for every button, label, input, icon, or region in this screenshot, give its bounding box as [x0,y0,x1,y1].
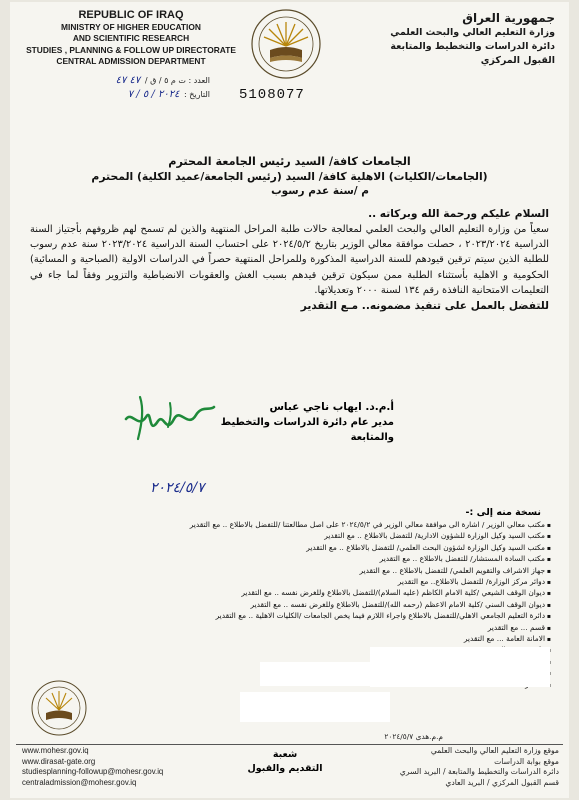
addressee-line-1: الجامعات كافة/ السيد رئيس الجامعة المحترم [168,155,411,168]
list-item: ▪ مكتب السيد وكيل الوزارة لشؤون البحث العلمي/ للتفضل بالاطلاع .. مع التقدير [81,543,551,554]
signatory-name: أ.م.د. ايهاب ناجي عباس [269,401,394,413]
document-page [10,2,569,798]
footer-english [22,746,163,788]
list-item: ▪ دائرة التعليم الجامعي الاهلي/للتفضل بالاطلاع واجراء اللازم فيما يخص الجامعات /الكليات الاهلية .. مع التقدير [81,611,551,622]
copies-heading: نسخة منه إلى :- [465,507,541,518]
greeting: السلام عليكم ورحمة الله وبركاته .. [368,208,549,220]
list-item: ▪ ديوان الوقف السني /كلية الامام الاعظم (رحمه الله)/للتفضل بالاطلاع وللغرض نفسه .. مع التقدير [81,600,551,611]
ministry-ar: وزارة التعليم العالي والبحث العلمي [390,27,555,38]
footer-link[interactable]: studiesplanning-followup@mohesr.gov.iq [22,767,164,776]
redaction-mask [260,662,370,686]
ref-date-value: ٢٠٢٤ / ٥ / ٧ [127,89,180,100]
list-item: ▪ دوائر مركز الوزارة/ للتفضل بالاطلاع.. مع التقدير [81,577,551,588]
country-en: REPUBLIC OF IRAQ [78,9,184,21]
directorate-ar: دائرة الدراسات والتخطيط والمتابعة [390,41,555,52]
ministry-en-line2: AND SCIENTIFIC RESEARCH [72,33,190,44]
reference-block [50,74,210,102]
arabic-letterhead [355,10,555,68]
typist-initials: م.م.هدى ٢٠٢٤/٥/٧ [384,732,443,741]
ref-number-label: العدد : ت م ٥ / ق / [144,76,210,85]
footer-link[interactable]: www.dirasat-gate.org [22,756,96,766]
footer-link[interactable]: www.mohesr.gov.iq [22,746,89,755]
list-item: ▪ مكتب السيد وكيل الوزارة للشؤون الادارية/ للتفضل بالاطلاع .. مع التقدير [81,531,551,542]
footer-section-line: التقديم والقبول [247,763,323,774]
signatory-title: مدير عام دائرة الدراسات والتخطيط والمتابعة [220,417,394,443]
list-item: ▪ ديوان الوقف الشيعي /كلية الامام الكاظم (عليه السلام)/للتفضل بالاطلاع وللغرض نفسه .. مع التقدير [81,588,551,599]
directorate-en: STUDIES , PLANNING & FOLLOW UP DIRECTORATE [26,44,236,55]
department-ar: القبول المركزي [480,55,555,66]
list-item: ▪ قسم ... مع التقدير [81,623,551,634]
subject-line: م /سنة عدم رسوب [271,185,369,197]
signatory-block [174,400,394,445]
footer-arabic [359,746,559,788]
list-item: ▪ مكتب السادة المستشار/ للتفضل بالاطلاع .. مع التقدير [81,554,551,565]
english-letterhead [16,10,246,68]
department-logo-icon [28,678,90,738]
list-item: ▪ الامانة العامة ... مع التقدير [81,634,551,645]
footer-section-line: شعبة [272,749,298,760]
ref-date-label: التاريخ : [183,90,210,99]
ministry-logo-icon [246,6,326,82]
ministry-en-line1: MINISTRY OF HIGHER EDUCATION [61,21,201,32]
letter-body [30,154,549,314]
redaction-mask [240,692,390,722]
footer-link[interactable]: centraladmission@mohesr.gov.iq [22,777,137,787]
list-item: ▪ جهاز الاشراف والتقويم العلمي/ للتفضل بالاطلاع .. مع التقدير [81,566,551,577]
redaction-mask [370,647,550,687]
closing-line: للتفضل بالعمل على تنفيذ مضمونه.. مـع التقدير [300,300,549,313]
footer-ar-line: قسم القبول المركزي / البريد العادي [445,777,559,787]
footer-ar-line: موقع وزارة التعليم العالي والبحث العلمي [430,746,559,755]
footer-divider [16,744,563,745]
list-item: ▪ مكتب معالي الوزير / اشارة الى موافقة معالي الوزير في ٢٠٢٤/٥/٢ على اصل مطالعتنا /للتفضل بالاطلاع .. مع التقدير [81,520,551,531]
document-serial-number: 5108077 [239,87,305,103]
signature-date: ٢٠٢٤/٥/٧ [150,480,205,496]
main-paragraph: سعياً من وزارة التعليم العالي والبحث العلمي لمعالجة حالات طلبة المراحل المنتهية والذين لم تسمح لهم ظروفهم بأجتياز السنة الدراسية ٢٠٢٣/٢٠٢٤ ، حصلت موافقة معالي الوزير بتاريخ ٢٠٢٤/٥/٢ على احتساب السنة الدراسية ٢٠٢٣/٢٠٢٤ سنة عدم رسوب للطلبة الذين سيتم ترقين قيودهم للسنة الدراسية المذكورة وللمراحل المنتهية حصراً في الدراسات الاولية (الصباحية و المسائية) الحكومية و الاهلية بأستثناء الطلبة ممن سيكون ترقين قيدهم بسبب الغش والعقوبات الانضباطية والتزوير وفقاً لما جاء في التعليمات الامتحانية النافذة رقم ١٣٤ لسنة ٢٠٠٠ وتعديلاتها. [30,224,549,296]
footer-section [220,748,350,776]
addressee-line-2: (الجامعات/الكليات) الاهلية كافة/ السيد (رئيس الجامعة/عميد الكلية) المحترم [91,170,488,183]
ref-number-value: ٤٧ ٤٧ [115,75,141,86]
footer-ar-line: دائرة الدراسات والتخطيط والمتابعة / البريد السري [399,767,559,776]
country-ar: جمهورية العراق [462,11,555,25]
department-en: CENTRAL ADMISSION DEPARTMENT [56,56,206,67]
footer-ar-line: موقع بوابة الدراسات [494,756,559,766]
